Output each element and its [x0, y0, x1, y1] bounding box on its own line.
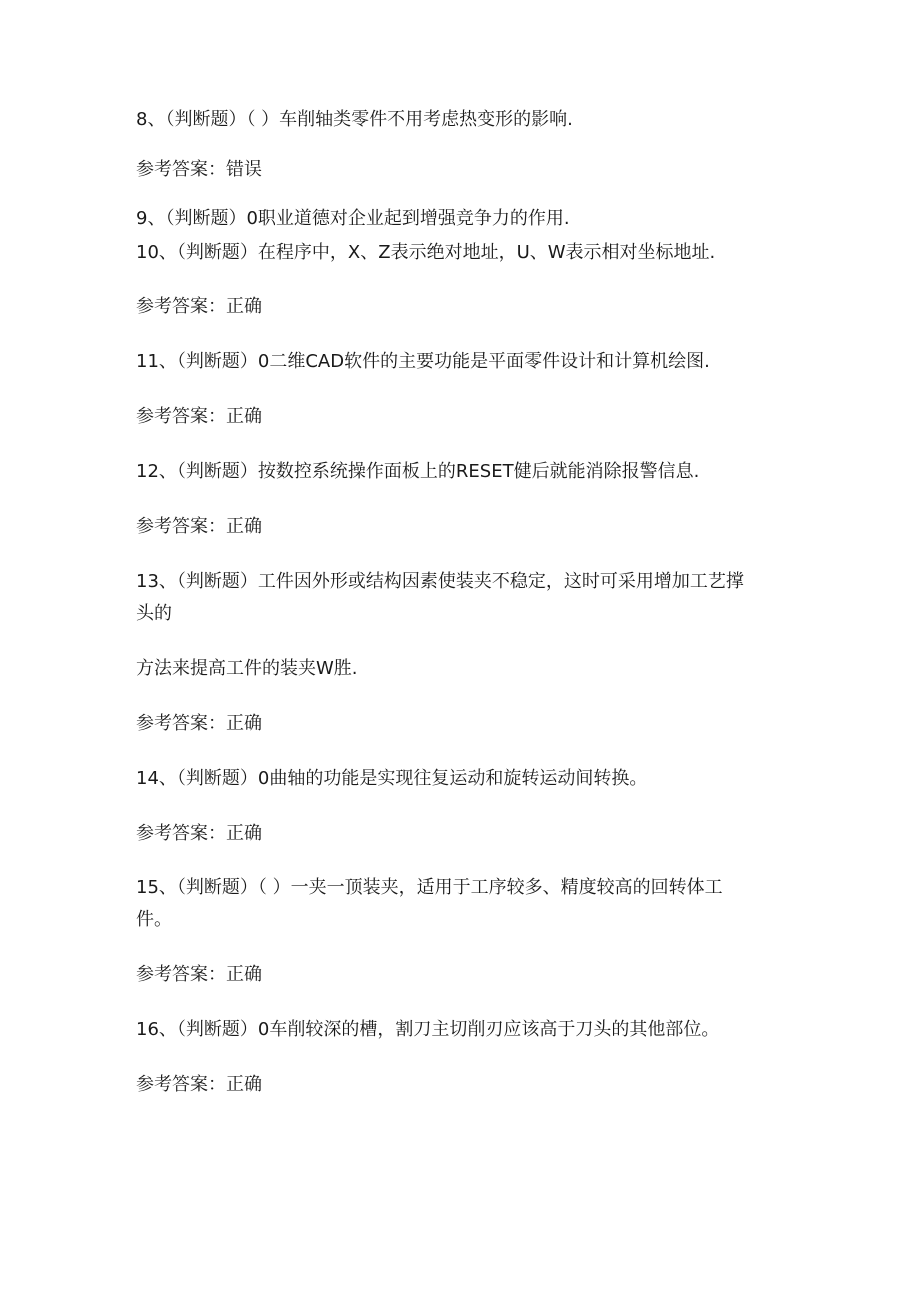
- question-9: 9、（判断题）0职业道德对企业起到增强竞争力的作用.: [136, 208, 570, 229]
- answer-12: 参考答案：正确: [136, 516, 262, 537]
- answer-11: 参考答案：正确: [136, 406, 262, 427]
- answer-16: 参考答案：正确: [136, 1074, 262, 1095]
- question-13: 13、（判断题）工件因外形或结构因素使装夹不稳定，这时可采用增加工艺撑: [136, 571, 744, 592]
- answer-15: 参考答案：正确: [136, 964, 262, 985]
- answer-13: 参考答案：正确: [136, 713, 262, 734]
- answer-10: 参考答案：正确: [136, 296, 262, 317]
- question-15: 15、（判断题）（ ）一夹一顶装夹，适用于工序较多、精度较高的回转体工: [136, 877, 723, 898]
- answer-14: 参考答案：正确: [136, 823, 262, 844]
- question-11: 11、（判断题）0二维CAD软件的主要功能是平面零件设计和计算机绘图.: [136, 351, 710, 372]
- question-14: 14、（判断题）0曲轴的功能是实现往复运动和旋转运动间转换。: [136, 768, 648, 789]
- question-10: 10、（判断题）在程序中，X、Z表示绝对地址，U、W表示相对坐标地址.: [136, 242, 716, 263]
- question-12: 12、（判断题）按数控系统操作面板上的RESET健后就能消除报警信息.: [136, 461, 700, 482]
- question-16: 16、（判断题）0车削较深的槽，割刀主切削刃应该高于刀头的其他部位。: [136, 1019, 720, 1040]
- question-8: 8、（判断题）（ ）车削轴类零件不用考虑热变形的影响.: [136, 109, 573, 130]
- question-15-continued: 件。: [136, 909, 172, 930]
- question-13-continued-2: 方法来提高工件的装夹W胜.: [136, 658, 358, 679]
- answer-8: 参考答案：错误: [136, 159, 262, 180]
- question-13-continued: 头的: [136, 603, 172, 624]
